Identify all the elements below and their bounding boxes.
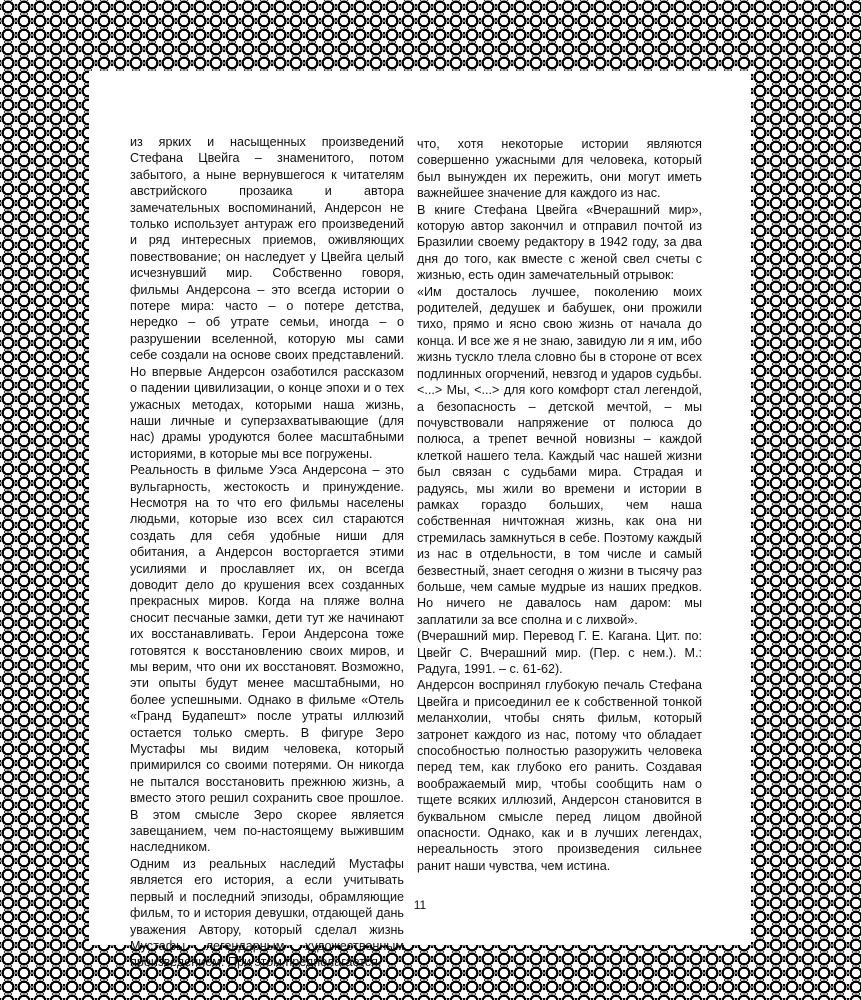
paragraph: Андерсон воспринял глубокую печаль Стефана Цвейга и присоединил ее к собственной тонкой меланхолии, чтобы снять фильм, который затронет каждого из нас, потому что обладает способностью полностью разоружить человека перед тем, как глубоко его ранить. Создавая воображаемый мир, чтобы сообщить нам о тщете всяких иллюзий, Андерсон становится в буквальном смысле перед лицом двойной опасности. Однако, как и в лучших легендах, нереальность этого произведения сильнее ранит наши чувства, чем истина. (417, 678, 702, 873)
page-number: 11 (413, 898, 427, 912)
paragraph: В книге Стефана Цвейга «Вчерашний мир», которую автор закончил и отправил почтой из Бразилии своему редактору в 1942 году, за два дня до того, как вместе с женой свел счеты с жизнью, есть один замечательный отрывок: (417, 202, 702, 283)
quote-paragraph: «Им досталось лучшее, поколению моих родителей, дедушек и бабушек, они прожили тихо, прямо и ясно свою жизнь от начала до конца. И все же я не знаю, завидую ли я им, ибо жизнь тускло тлела словно бы в стороне от всех подлинных огорчений, невзгод и ударов судьбы. <...> Мы, <...> для кого комфорт стал легендой, а безопасность – детской мечтой, – мы почувствовали напряжение от полюса до полюса, а трепет вечной новизны – каждой клеткой нашего тела. Каждый час нашей жизни был связан с судьбами мира. Страдая и радуясь, мы жили во времени и истории в рамках гораздо больших, чем наша собственная ничтожная жизнь, как она ни стремилась замкнуться в себе. Поэтому каждый из нас в отдельности, в том числе и самый безвестный, знает сегодня о жизни в тысячу раз больше, чем самые мудрые из наших предков. Но ничего не давалось нам даром: мы заплатили за все сполна и с лихвой». (417, 284, 702, 627)
left-text-column (130, 134, 404, 971)
paragraph: что, хотя некоторые истории являются совершенно ужасными для человека, который был вынужден их пережить, они могут иметь важнейшее значение для каждого из нас. (417, 137, 702, 201)
paragraph: Одним из реальных наследий Мустафы является его история, а если учитывать первый и последний эпизоды, обрамляющие фильм, то и история девушки, отдающей дань уважения Автору, который сделал жизнь Мустафы легендарным художественным произведением. При этом предполагается, (130, 856, 404, 970)
paragraph: Реальность в фильме Уэса Андерсона – это вульгарность, жестокость и принуждение. Несмотря на то что его фильмы населены людьми, которые изо всех сил стараются создать для себя удобные ниши для обитания, а Андерсон восторгается этими усилиями и прославляет их, он всегда доводит дело до крушения всех созданных прекрасных миров. Когда на пляже волна сносит песчаные замки, дети тут же начинают их восстанавливать. Герои Андерсона тоже готовятся к восстановлению своих миров, и мы верим, что они их восстановят. Возможно, эти опыты будут менее масштабными, но более успешными. Однако в фильме «Отель «Гранд Будапешт» после утраты иллюзий остается только смерть. В фигуре Зеро Мустафы мы видим человека, который примирился со своими потерями. Он никогда не пытался восстановить прежнюю жизнь, а вместо этого решил сохранить свое прошлое. В этом смысле Зеро скорее является завещанием, чем по-настоящему выжившим наследником. (130, 463, 404, 855)
right-text-column (417, 136, 702, 874)
book-page (92, 74, 748, 970)
paragraph: из ярких и насыщенных произведений Стефана Цвейга – знаменитого, потом забытого, а ныне вернувшегося к читателям австрийского прозаика и автора замечательных воспоминаний, Андерсон не только использует антураж его произведений и ряд интересных приемов, оживляющих повествование; он наследует у Цвейга целый исчезнувший мир. Собственно говоря, фильмы Андерсона – это всегда истории о потере мира: часто – о потере детства, нередко – об утрате семьи, иногда – о разрушении вселенной, которую мы сами себе создали на основе своих представлений. Но впервые Андерсон озаботился рассказом о падении цивилизации, о конце эпохи и о тех ужасных методах, которыми наша жизнь, наши личные и суперзахватывающие (для нас) драмы уродуются более масштабными историями, в которые мы все погружены. (130, 135, 404, 461)
citation: (Вчерашний мир. Перевод Г. Е. Кагана. Цит. по: Цвейг С. Вчерашний мир. (Пер. с нем.). М.: Радуга, 1991. – с. 61-62). (417, 629, 702, 676)
